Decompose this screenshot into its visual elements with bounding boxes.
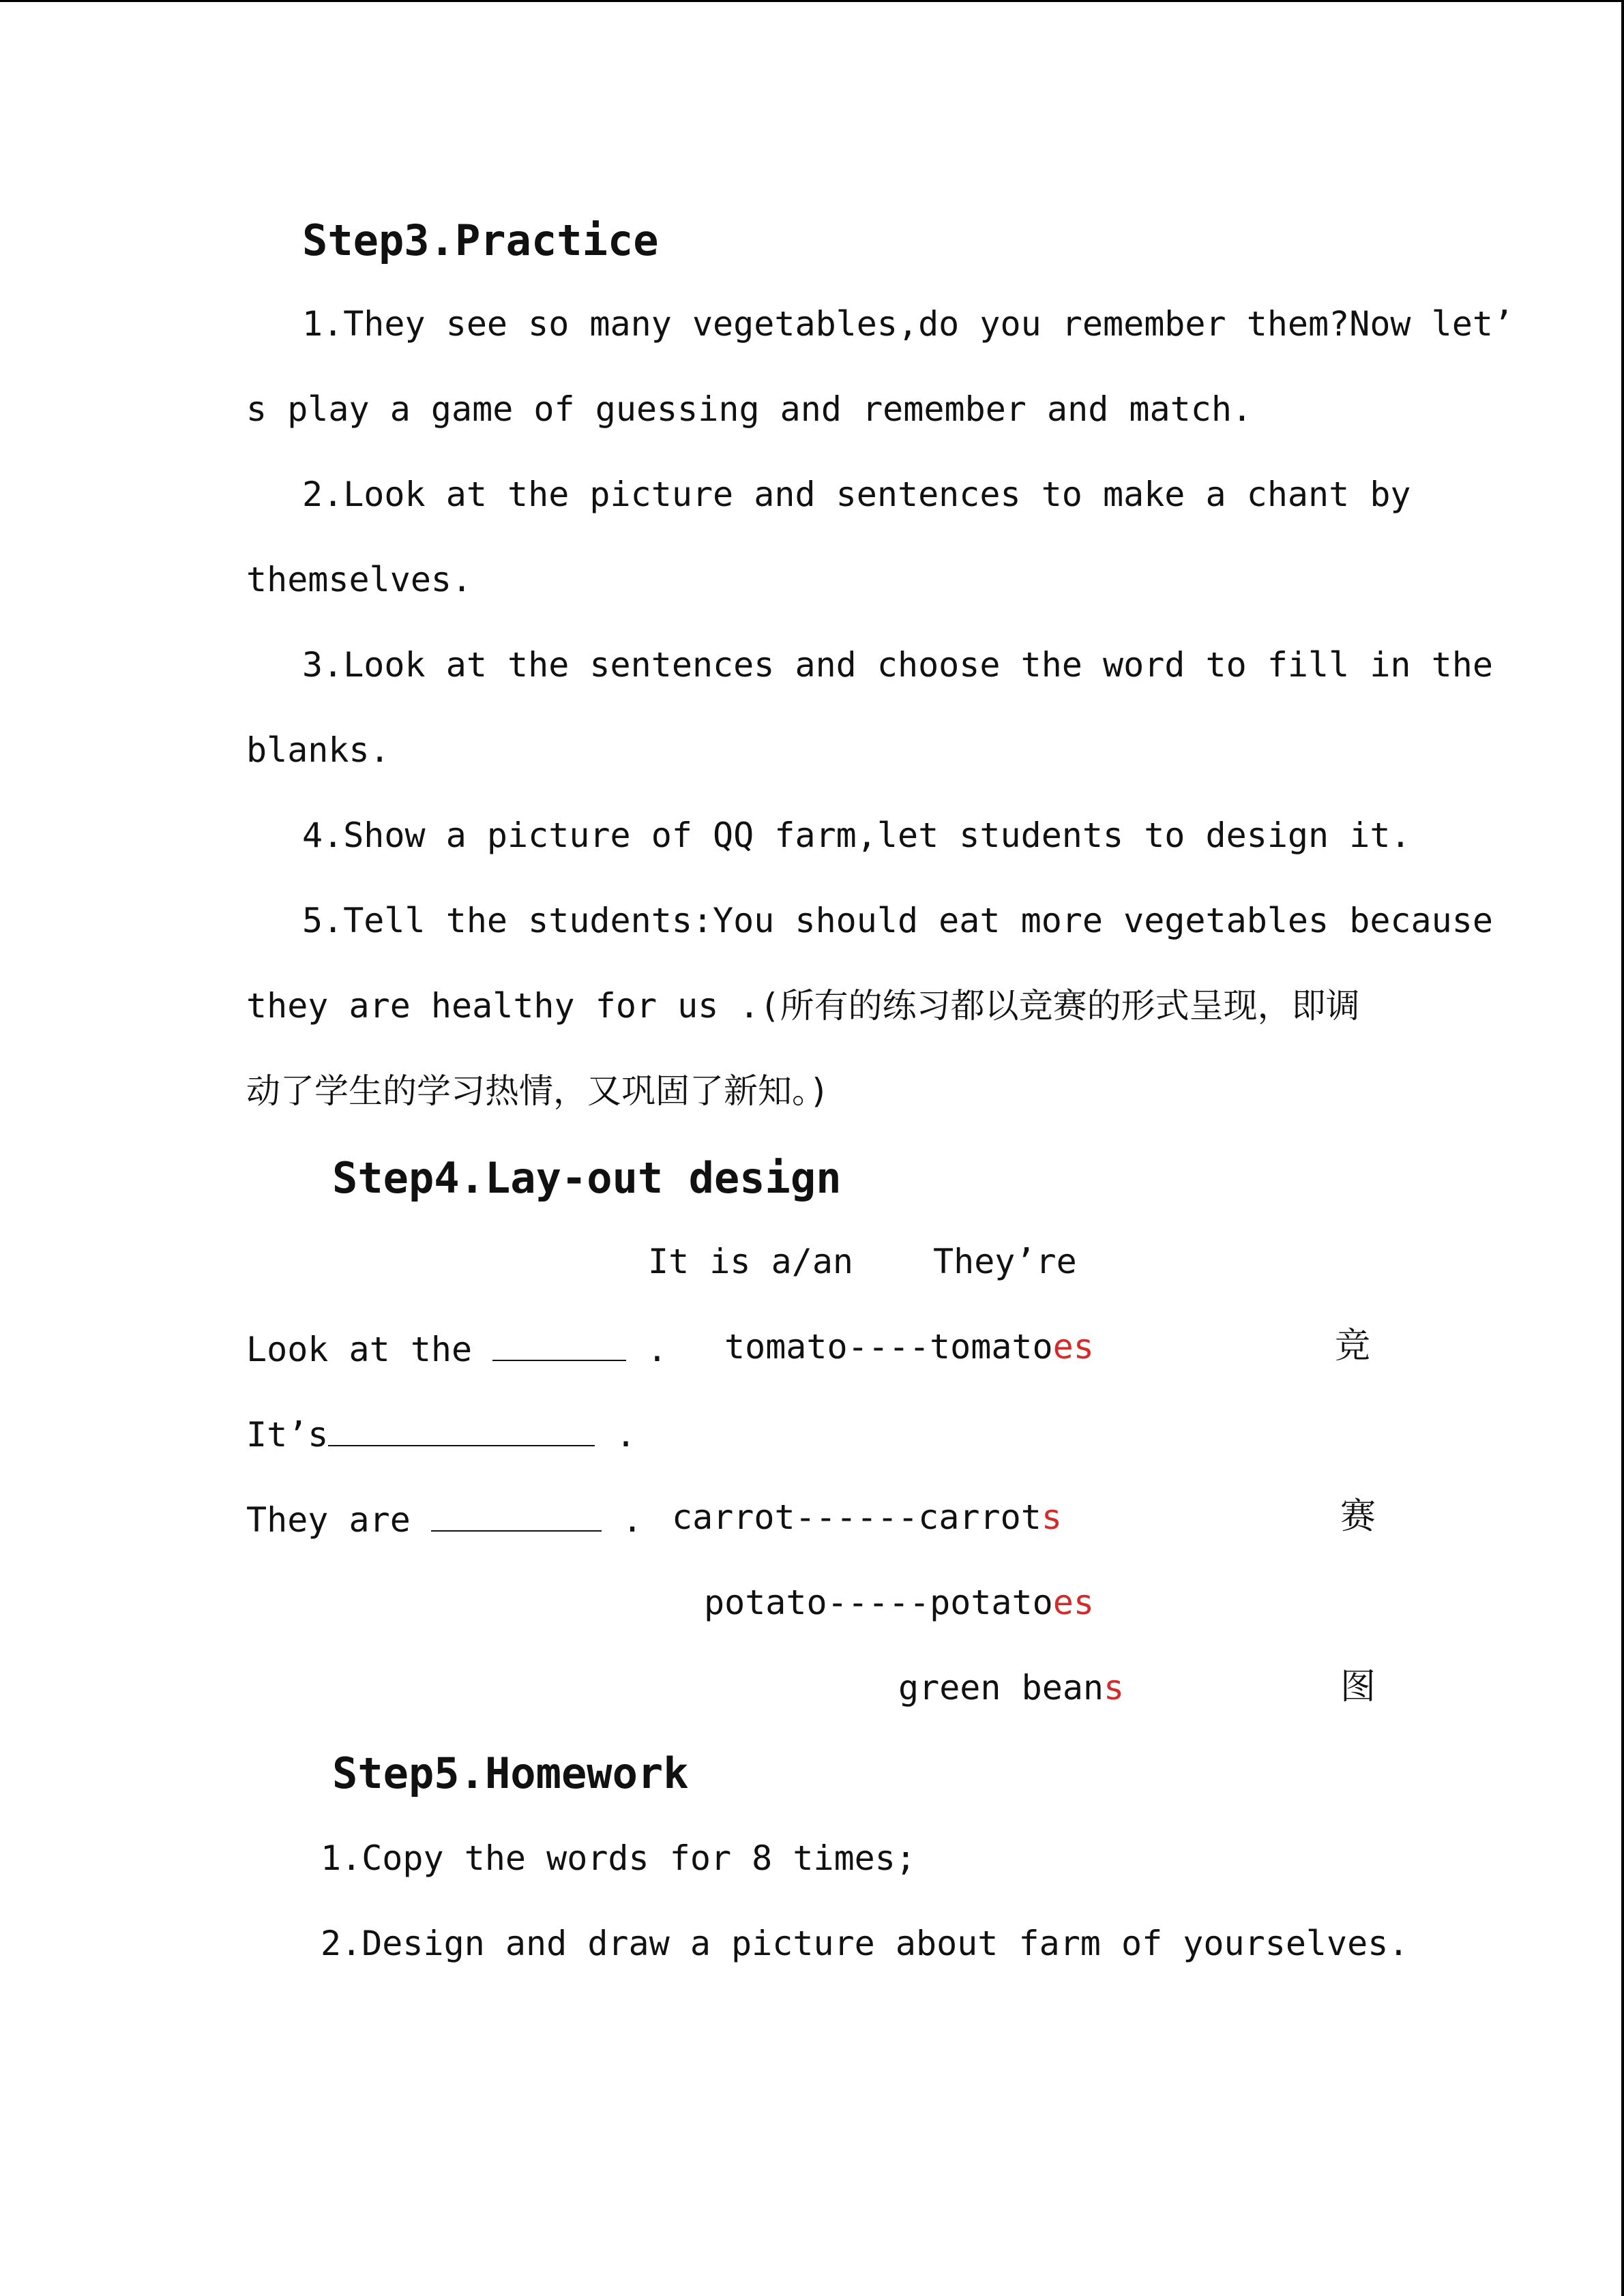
- sentence-they-are-text: They are: [246, 1500, 411, 1540]
- fill-in-blank: [492, 1330, 626, 1361]
- sentence-period: .: [622, 1500, 643, 1540]
- word-pair-green-beans: [898, 1668, 1125, 1708]
- sentence-its-text: It’s: [246, 1415, 329, 1455]
- layout-header-singular: It is a/an: [648, 1242, 854, 1281]
- plural-ending: es: [1052, 1583, 1094, 1622]
- layout-sentence-look: [246, 1330, 667, 1367]
- plural-ending: es: [1052, 1327, 1094, 1367]
- word-pair-base: tomato----tomato: [724, 1327, 1053, 1367]
- word-pair-carrot: [672, 1497, 1062, 1537]
- layout-sentence-they-are: [246, 1500, 643, 1540]
- layout-sentence-its: [246, 1415, 636, 1455]
- fill-in-blank: [328, 1415, 595, 1446]
- step3-heading: Step3.Practice: [302, 215, 659, 265]
- word-pair-base: green bean: [898, 1668, 1104, 1708]
- step3-item5-line1: 5.Tell the students:You should eat more vegetables because: [302, 901, 1493, 940]
- word-pair-base: potato-----potato: [704, 1583, 1053, 1622]
- step3-item5-line2: they are healthy for us .(所有的练习都以竞赛的形式呈现，即调: [246, 986, 1360, 1026]
- page-right-border: [1621, 0, 1624, 2296]
- sentence-period: .: [615, 1415, 636, 1455]
- sentence-period: .: [647, 1330, 668, 1369]
- plural-ending: s: [1104, 1668, 1125, 1708]
- step3-item1-line1: 1.They see so many vegetables,do you remember them?Now let’: [302, 304, 1514, 344]
- side-char-chart: 图: [1340, 1667, 1376, 1708]
- word-pair-tomato: [724, 1327, 1094, 1367]
- side-char-competition: 竞: [1335, 1326, 1371, 1367]
- step3-item4: 4.Show a picture of QQ farm,let students to design it.: [302, 816, 1411, 855]
- step4-heading: Step4.Lay-out design: [332, 1153, 842, 1203]
- step3-item3-line2: blanks.: [246, 730, 390, 770]
- word-pair-base: carrot------carrot: [672, 1497, 1042, 1537]
- page-top-border: [0, 0, 1624, 2]
- homework-item2: 2.Design and draw a picture about farm of yourselves.: [321, 1924, 1409, 1963]
- step3-item2-line2: themselves.: [246, 560, 473, 599]
- step3-item5-line3: 动了学生的学习热情，又巩固了新知。): [246, 1071, 830, 1111]
- side-char-race: 赛: [1340, 1496, 1376, 1537]
- fill-in-blank: [431, 1500, 602, 1532]
- sentence-look-text: Look at the: [246, 1330, 473, 1369]
- homework-item1: 1.Copy the words for 8 times;: [321, 1838, 916, 1878]
- step3-item3-line1: 3.Look at the sentences and choose the word to fill in the: [302, 645, 1493, 685]
- step5-heading: Step5.Homework: [332, 1748, 689, 1798]
- plural-ending: s: [1041, 1497, 1062, 1537]
- layout-header-plural: They’re: [933, 1242, 1077, 1281]
- step3-item1-line2: s play a game of guessing and remember and match.: [246, 389, 1253, 429]
- word-pair-potato: [704, 1585, 1094, 1620]
- step3-item2-line1: 2.Look at the picture and sentences to make a chant by: [302, 475, 1411, 514]
